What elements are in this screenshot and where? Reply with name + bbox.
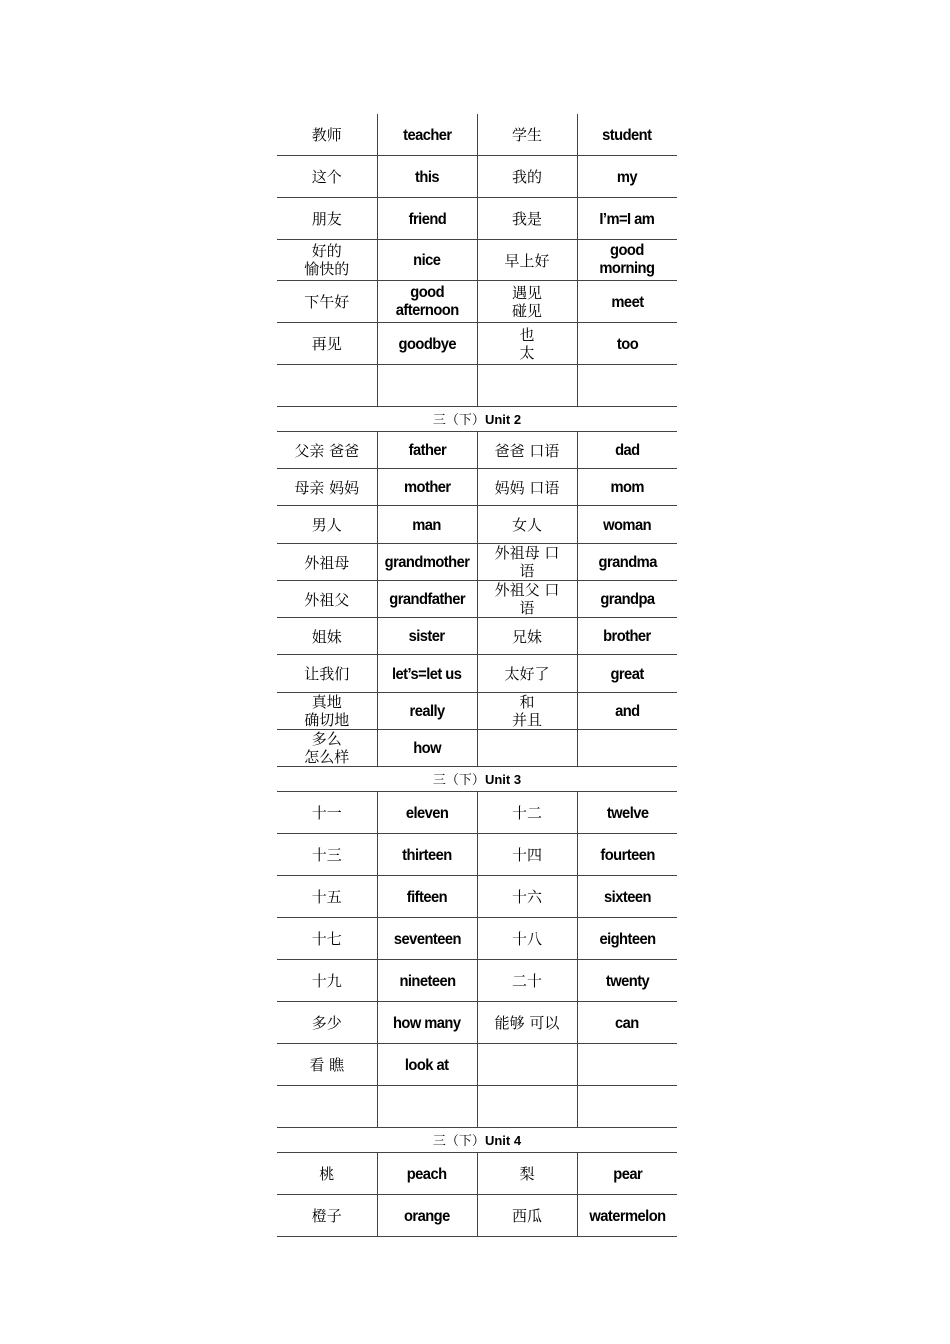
vocab-row [277, 1195, 677, 1237]
chinese-word: 学生 [511, 126, 542, 144]
english-word-cell [377, 730, 477, 767]
english-word: fourteen [600, 846, 655, 864]
english-word: really [409, 703, 445, 720]
chinese-word-cell [477, 1002, 577, 1044]
chinese-word-cell [477, 1153, 577, 1195]
chinese-word-cell [277, 730, 377, 767]
chinese-word-cell [477, 240, 577, 281]
vocab-row [277, 730, 677, 767]
chinese-word: 这个 [311, 168, 342, 186]
chinese-word-cell [277, 156, 377, 198]
chinese-word-cell [277, 323, 377, 365]
english-word: fifteen [406, 888, 448, 906]
chinese-word: 朋友 [311, 210, 342, 228]
chinese-word-cell [277, 581, 377, 618]
chinese-word: 下午好 [304, 293, 350, 311]
chinese-word-cell [477, 581, 577, 618]
english-word-cell [577, 365, 677, 407]
vocab-row [277, 792, 677, 834]
chinese-word: 让我们 [304, 665, 350, 683]
chinese-word-cell [277, 1044, 377, 1086]
vocab-row [277, 240, 677, 281]
chinese-word-cell [477, 469, 577, 506]
unit4-title-prefix: 三（下） [432, 1134, 485, 1149]
chinese-word: 能够 可以 [494, 1014, 560, 1032]
chinese-word-cell [277, 960, 377, 1002]
chinese-word: 早上好 [504, 251, 550, 270]
chinese-word-cell [277, 618, 377, 655]
english-word: dad [614, 442, 640, 459]
english-word: nineteen [398, 972, 456, 990]
chinese-word: 妈妈 口语 [494, 478, 560, 497]
chinese-word-cell [477, 918, 577, 960]
chinese-word-cell [477, 1044, 577, 1086]
vocab-row [277, 834, 677, 876]
chinese-word: 外祖母 口 语 [494, 544, 560, 580]
chinese-word: 和 并且 [511, 693, 542, 729]
chinese-word-cell [477, 876, 577, 918]
chinese-word-cell [277, 506, 377, 544]
unit1-table [277, 114, 677, 407]
chinese-word: 十七 [311, 930, 342, 948]
chinese-word-cell [477, 730, 577, 767]
english-word-cell [377, 960, 477, 1002]
chinese-word-cell [477, 156, 577, 198]
english-word-cell [577, 960, 677, 1002]
chinese-word: 十四 [511, 846, 542, 864]
chinese-word-cell [277, 432, 377, 469]
chinese-word: 好的 愉快的 [304, 242, 350, 278]
chinese-word-cell [477, 693, 577, 730]
english-word-cell [377, 506, 477, 544]
unit3-table [277, 792, 677, 1128]
english-word: peach [407, 1165, 447, 1183]
english-word-cell [577, 918, 677, 960]
english-word-cell [377, 918, 477, 960]
unit2-title-unit: Unit 2 [484, 412, 522, 427]
chinese-word-cell [277, 544, 377, 581]
chinese-word-cell [277, 281, 377, 323]
english-word: seventeen [393, 930, 461, 948]
vocab-row [277, 918, 677, 960]
chinese-word: 父亲 爸爸 [294, 441, 360, 460]
vocab-row [277, 281, 677, 323]
english-word: let’s=let us [392, 665, 462, 683]
chinese-word-cell [477, 1086, 577, 1128]
english-word-cell [577, 834, 677, 876]
english-word: look at [405, 1056, 449, 1074]
english-word: orange [404, 1207, 450, 1225]
english-word: this [415, 168, 439, 186]
english-word: student [602, 126, 652, 144]
chinese-word-cell [277, 1086, 377, 1128]
chinese-word-cell [477, 618, 577, 655]
chinese-word-cell [277, 1153, 377, 1195]
chinese-word: 橙子 [311, 1207, 342, 1225]
english-word-cell [377, 792, 477, 834]
vocab-row [277, 1153, 677, 1195]
english-word-cell [577, 1044, 677, 1086]
chinese-word: 也 太 [519, 325, 535, 362]
chinese-word: 真地 确切地 [304, 693, 350, 729]
unit4-table [277, 1153, 677, 1237]
english-word-cell [577, 469, 677, 506]
english-word-cell [377, 693, 477, 730]
english-word: meet [611, 293, 644, 311]
english-word: how [413, 740, 441, 757]
english-word-cell [377, 1086, 477, 1128]
chinese-word: 十一 [311, 804, 342, 822]
english-word: and [614, 703, 640, 720]
chinese-word-cell [477, 544, 577, 581]
english-word: watermelon [589, 1207, 666, 1225]
unit3-title-unit: Unit 3 [484, 772, 522, 787]
chinese-word-cell [477, 281, 577, 323]
unit2-title-prefix: 三（下） [432, 413, 485, 428]
english-word-cell [577, 655, 677, 693]
chinese-word-cell [277, 834, 377, 876]
english-word-cell [577, 506, 677, 544]
english-word: grandma [598, 554, 657, 571]
chinese-word-cell [277, 365, 377, 407]
english-word: mom [610, 479, 645, 496]
chinese-word-cell [277, 1002, 377, 1044]
english-word-cell [577, 730, 677, 767]
english-word-cell [577, 240, 677, 281]
chinese-word-cell [477, 323, 577, 365]
english-word: eighteen [599, 930, 656, 948]
chinese-word-cell [277, 240, 377, 281]
english-word-cell [377, 1153, 477, 1195]
chinese-word-cell [277, 876, 377, 918]
vocab-row [277, 960, 677, 1002]
vocab-row [277, 432, 677, 469]
chinese-word: 兄妹 [511, 627, 542, 646]
english-word: grandmother [384, 554, 470, 571]
vocab-row [277, 323, 677, 365]
chinese-word: 我的 [511, 168, 542, 186]
english-word-cell [377, 323, 477, 365]
vocab-row [277, 693, 677, 730]
chinese-word-cell [477, 960, 577, 1002]
chinese-word-cell [277, 114, 377, 156]
chinese-word: 多少 [311, 1014, 342, 1032]
unit4-title [277, 1128, 677, 1153]
english-word: father [408, 442, 446, 459]
chinese-word: 爸爸 口语 [494, 441, 560, 460]
chinese-word-cell [477, 834, 577, 876]
vocab-row [277, 544, 677, 581]
vocab-row [277, 655, 677, 693]
vocab-row [277, 1002, 677, 1044]
vocab-row [277, 156, 677, 198]
english-word: my [617, 168, 638, 186]
english-word-cell [577, 432, 677, 469]
vocab-row [277, 365, 677, 407]
english-word-cell [577, 1153, 677, 1195]
chinese-word-cell [277, 1195, 377, 1237]
english-word-cell [377, 1002, 477, 1044]
english-word: twelve [606, 804, 649, 822]
chinese-word-cell [477, 114, 577, 156]
english-word: eleven [405, 804, 449, 822]
english-word-cell [377, 876, 477, 918]
english-word: woman [603, 516, 652, 534]
vocab-row [277, 581, 677, 618]
chinese-word: 多么 怎么样 [304, 730, 350, 766]
chinese-word: 西瓜 [511, 1207, 542, 1225]
english-word-cell [577, 323, 677, 365]
english-word-cell [377, 1044, 477, 1086]
unit3-title [277, 767, 677, 792]
english-word-cell [577, 1086, 677, 1128]
english-word: can [615, 1014, 640, 1032]
chinese-word: 再见 [311, 335, 342, 353]
english-word: great [610, 665, 644, 683]
english-word: thirteen [402, 846, 452, 864]
english-word-cell [377, 281, 477, 323]
vocab-row [277, 469, 677, 506]
english-word-cell [577, 581, 677, 618]
english-word-cell [577, 156, 677, 198]
english-word: good afternoon [395, 283, 459, 319]
chinese-word-cell [277, 918, 377, 960]
unit2-title [277, 407, 677, 432]
english-word-cell [377, 834, 477, 876]
chinese-word: 外祖父 [304, 590, 350, 609]
chinese-word: 十六 [511, 888, 542, 906]
english-word-cell [377, 432, 477, 469]
english-word-cell [377, 365, 477, 407]
english-word-cell [577, 544, 677, 581]
chinese-word: 桃 [319, 1165, 335, 1183]
chinese-word: 梨 [519, 1165, 535, 1183]
unit2-table [277, 432, 677, 767]
chinese-word-cell [477, 1195, 577, 1237]
english-word: goodbye [398, 335, 456, 353]
vocab-row [277, 1044, 677, 1086]
vocab-row [277, 114, 677, 156]
english-word-cell [577, 618, 677, 655]
english-word: teacher [402, 126, 452, 144]
english-word-cell [377, 240, 477, 281]
english-word-cell [577, 693, 677, 730]
english-word: sister [409, 628, 445, 645]
english-word-cell [377, 114, 477, 156]
unit4-title-unit: Unit 4 [484, 1133, 522, 1148]
english-word: pear [612, 1165, 642, 1183]
english-word-cell [577, 792, 677, 834]
chinese-word: 母亲 妈妈 [294, 478, 360, 497]
english-word: nice [413, 252, 441, 269]
chinese-word-cell [277, 693, 377, 730]
english-word-cell [377, 469, 477, 506]
chinese-word: 遇见 碰见 [511, 283, 542, 320]
chinese-word: 外祖父 口 语 [494, 581, 560, 617]
english-word: man [412, 516, 442, 534]
chinese-word: 十九 [311, 972, 342, 990]
chinese-word: 教师 [311, 126, 342, 144]
english-word-cell [577, 198, 677, 240]
english-word-cell [377, 581, 477, 618]
english-word-cell [377, 1195, 477, 1237]
english-word-cell [377, 544, 477, 581]
english-word: twenty [605, 972, 649, 990]
chinese-word: 男人 [311, 516, 342, 534]
chinese-word-cell [477, 365, 577, 407]
chinese-word: 二十 [511, 972, 542, 990]
english-word: grandpa [600, 591, 655, 608]
chinese-word: 十二 [511, 804, 542, 822]
english-word: sixteen [603, 888, 651, 906]
english-word: friend [408, 210, 446, 228]
chinese-word-cell [277, 792, 377, 834]
vocabulary-sheet [277, 114, 677, 1237]
english-word-cell [577, 114, 677, 156]
vocab-row [277, 198, 677, 240]
chinese-word: 女人 [511, 516, 542, 534]
english-word: brother [603, 628, 652, 645]
chinese-word: 看 瞧 [309, 1056, 345, 1074]
chinese-word-cell [477, 198, 577, 240]
vocab-row [277, 1086, 677, 1128]
chinese-word: 十三 [311, 846, 342, 864]
english-word-cell [577, 1195, 677, 1237]
chinese-word-cell [477, 506, 577, 544]
english-word-cell [377, 655, 477, 693]
english-word: grandfather [389, 591, 465, 608]
chinese-word-cell [477, 432, 577, 469]
english-word-cell [577, 1002, 677, 1044]
english-word: too [616, 335, 638, 353]
chinese-word: 姐妹 [311, 627, 342, 646]
chinese-word-cell [477, 792, 577, 834]
english-word: I’m=I am [599, 210, 655, 228]
unit3-title-prefix: 三（下） [432, 773, 485, 788]
chinese-word: 十五 [311, 888, 342, 906]
english-word-cell [377, 198, 477, 240]
english-word-cell [577, 876, 677, 918]
chinese-word-cell [477, 655, 577, 693]
english-word-cell [377, 156, 477, 198]
english-word: how many [393, 1014, 461, 1032]
chinese-word: 十八 [511, 930, 542, 948]
chinese-word: 外祖母 [304, 553, 350, 572]
chinese-word: 我是 [511, 210, 542, 228]
english-word: mother [403, 479, 451, 496]
chinese-word-cell [277, 198, 377, 240]
chinese-word-cell [277, 655, 377, 693]
english-word: good morning [599, 242, 655, 277]
vocab-row [277, 506, 677, 544]
chinese-word-cell [277, 469, 377, 506]
vocab-row [277, 876, 677, 918]
english-word-cell [377, 618, 477, 655]
vocab-row [277, 618, 677, 655]
english-word-cell [577, 281, 677, 323]
chinese-word: 太好了 [504, 665, 550, 683]
